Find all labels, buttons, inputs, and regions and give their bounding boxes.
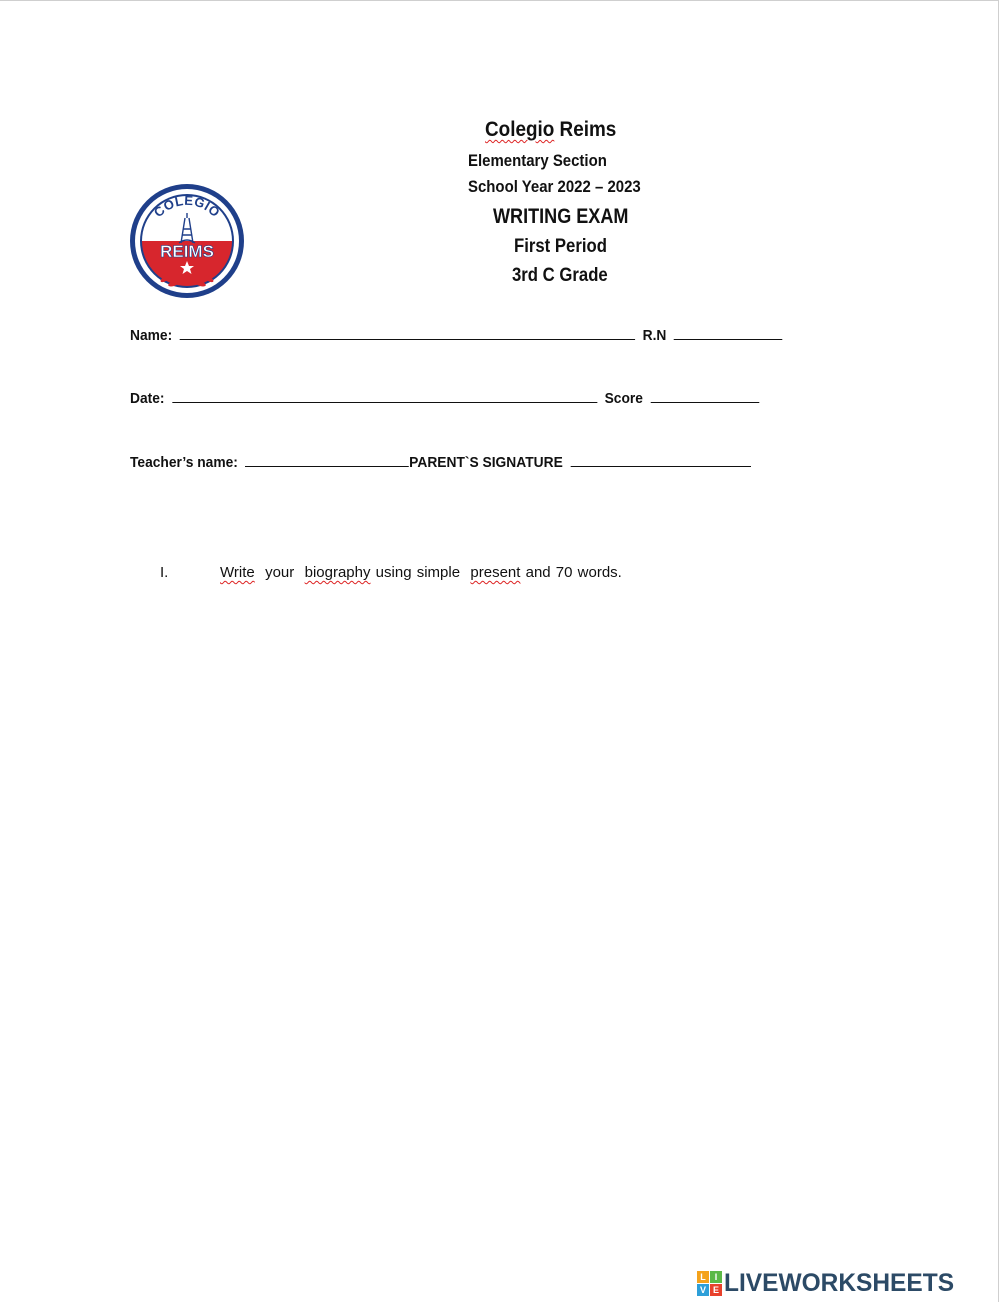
liveworksheets-logo-icon [697,1271,722,1296]
logo-cell-l: L [697,1271,709,1283]
score-field[interactable] [650,388,759,403]
exam-title: WRITING EXAM [493,205,629,228]
name-label: Name: [130,327,173,344]
signature-label: PARENT`S SIGNATURE [409,454,563,471]
logo-bottom-text: REIMS [160,242,214,261]
logo-top-text: COLEGIO [150,192,224,221]
score-label: Score [604,390,643,407]
logo-cell-i: I [710,1271,722,1283]
liveworksheets-watermark [697,1268,959,1298]
instruction-word-end: and 70 words. [525,564,622,581]
grade-title: 3rd C Grade [512,265,608,286]
section-title: Elementary Section [468,151,607,170]
teacher-field[interactable] [245,452,409,467]
rn-field[interactable] [674,325,783,340]
instruction-word-biography: biography [304,564,371,581]
name-row [130,325,786,344]
instruction-word-your: your [265,564,295,581]
school-name [485,118,616,142]
school-name-word1: Colegio [485,118,555,141]
signature-field[interactable] [570,452,750,467]
rn-label: R.N [642,327,667,344]
teacher-row [130,452,754,471]
date-row [130,388,763,407]
instruction-word-present: present [470,564,521,581]
watermark-text: LIVEWORKSHEETS [724,1268,955,1297]
logo-cell-e: E [710,1284,722,1296]
logo-cell-v: V [697,1284,709,1296]
instruction-text [220,564,622,581]
school-logo [129,183,245,299]
school-name-word2: Reims [559,118,617,141]
instruction-number: I. [160,564,169,581]
teacher-label: Teacher’s name: [130,454,238,471]
instruction-word-using: using simple [375,564,461,581]
school-year: School Year 2022 – 2023 [468,177,641,196]
name-field[interactable] [180,325,635,340]
date-field[interactable] [172,388,597,403]
date-label: Date: [130,390,165,407]
period-title: First Period [514,236,607,257]
instruction-word-write: Write [220,564,255,581]
